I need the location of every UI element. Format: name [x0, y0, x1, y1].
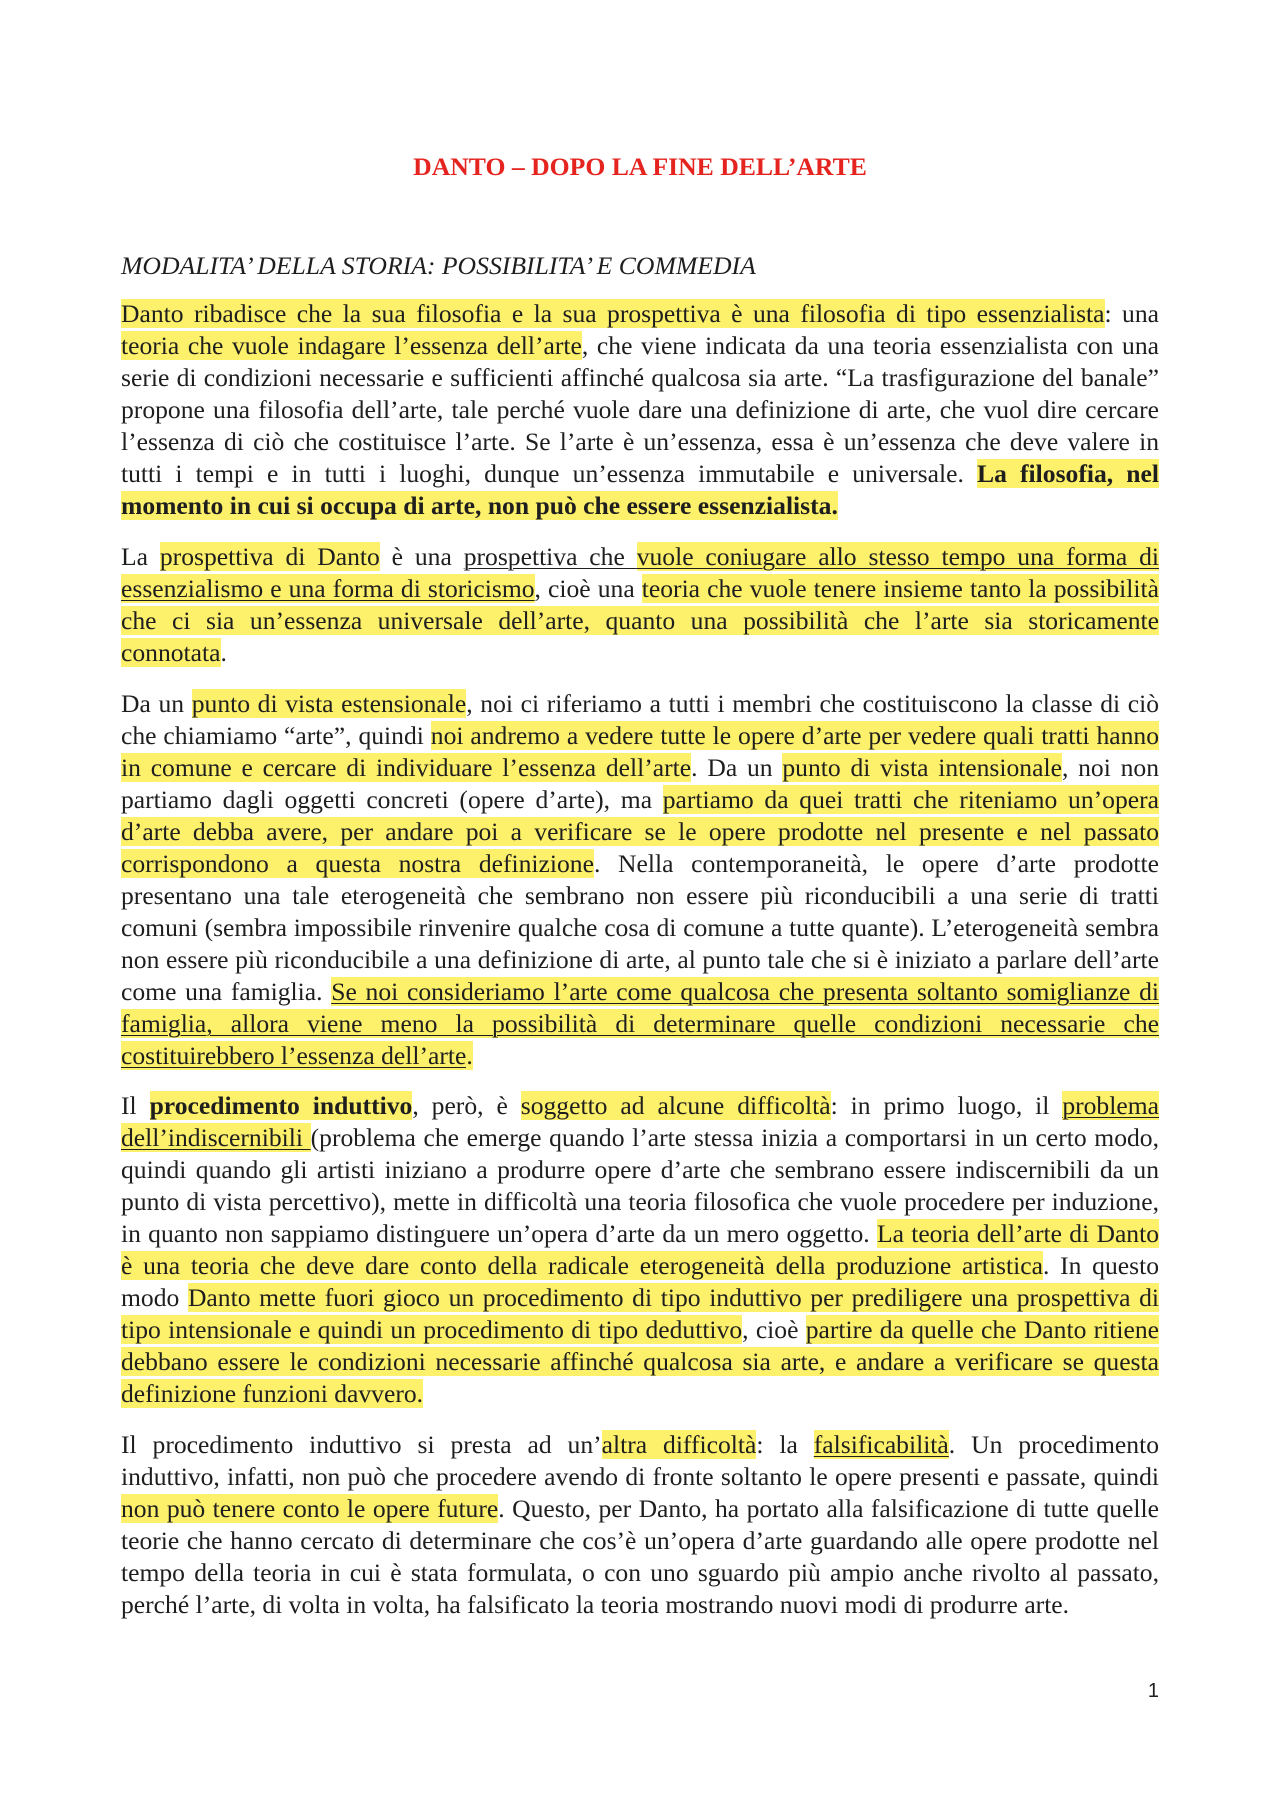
highlighted-text: prospettiva di Danto — [159, 541, 380, 571]
paragraph — [121, 1090, 1159, 1410]
paragraph — [121, 298, 1159, 522]
highlighted-text: La filosofia, nel momento in cui si occupa di arte, non può che essere essenzialista. — [121, 459, 1159, 520]
text-run: Da un — [121, 688, 192, 718]
text-run: , cioè una — [534, 573, 642, 603]
highlighted-text: noi andremo a vedere tutte le opere d’arte per vedere quali tratti hanno in comune e cercare di individuare l’essenza dell’arte — [121, 720, 1159, 782]
highlighted-text: partiamo da quei tratti che riteniamo un’opera d’arte debba avere, per andare poi a verificare se le opere prodotte nel presente e nel passato corrispondono a questa nostra definizione — [121, 784, 1159, 878]
text-run: , noi non partiamo dagli oggetti concreti (opere d’arte), ma — [121, 752, 1160, 814]
text-run: Il — [121, 1091, 150, 1121]
text-run: . Questo, per Danto, ha portato alla falsificazione di tutte quelle teorie che hanno cercato di determinare che cos’è un’opera d’arte guardando alle opere prodotte nel tempo della teoria in cui è stata formulata, o con uno sguardo più ampio anche rivolto al passato, perché l’arte, di volta in volta, ha falsificato la teoria mostrando nuovi modi di produrre arte. — [121, 1494, 1159, 1620]
text-run: (problema che emerge quando l’arte stessa inizia a comportarsi in un certo modo, quindi quando gli artisti iniziano a produrre opere d’arte che sembrano essere indiscernibili da un punto di vista percettivo), mette in difficoltà una teoria filosofica che vuole procedere per induzione, in quanto non sappiamo distinguere un’opera d’arte da un mero oggetto. — [121, 1123, 1159, 1249]
highlighted-text: teoria che vuole tenere insieme tanto la possibilità che ci sia un’essenza universale dell’arte, quanto una possibilità che l’arte sia storicamente connotata — [121, 573, 1159, 667]
text-run: La — [121, 541, 160, 571]
highlighted-text: . — [466, 1040, 473, 1070]
highlighted-text: falsificabilità — [813, 1430, 949, 1460]
text-run: , che viene indicata da una teoria essenzialista con una serie di condizioni necessarie e sufficienti affinché qualcosa sia arte. “La trasfigurazione del banale” propone una filosofia dell’arte, tale perché vuole dare una definizione di arte, che vuol dire cercare l’essenza di ciò che costituisce l’arte. Se l’arte è un’essenza, essa è un’essenza che deve valere in tutti i tempi e in tutti i luoghi, dunque un’essenza immutabile e universale. — [121, 331, 1159, 488]
text-run: : la — [756, 1430, 814, 1460]
document-title: DANTO – DOPO LA FINE DELL’ARTE — [413, 152, 867, 181]
document-body — [121, 298, 1159, 1640]
highlighted-text: procedimento induttivo — [149, 1091, 413, 1121]
text-run: : in primo luogo, il — [830, 1091, 1063, 1121]
highlighted-text: altra difficoltà — [601, 1430, 757, 1460]
paragraph — [121, 541, 1159, 669]
highlighted-text: partire da quelle che Danto ritiene debbano essere le condizioni necessarie affinché qualcosa sia arte, e andare a verificare se questa definizione funzioni davvero. — [121, 1315, 1160, 1409]
text-run: è una — [379, 541, 464, 571]
section-heading: MODALITA’ DELLA STORIA: POSSIBILITA’ E COMMEDIA — [121, 251, 756, 280]
highlighted-text: soggetto ad alcune difficoltà — [520, 1091, 831, 1121]
highlighted-text: Se noi consideriamo l’arte come qualcosa che presenta soltanto somiglianze di famiglia, allora viene meno la possibilità di determinare quelle condizioni necessarie che costituirebbero l’essenza dell’arte — [121, 976, 1159, 1070]
text-run: , noi ci riferiamo a tutti i membri che costituiscono la classe di ciò che chiamiamo “arte”, quindi — [121, 688, 1160, 750]
highlighted-text: teoria che vuole indagare l’essenza dell’arte — [121, 331, 582, 360]
highlighted-text: punto di vista intensionale — [782, 752, 1062, 782]
text-run: , però, è — [412, 1091, 521, 1121]
underlined-text: prospettiva che — [463, 541, 637, 571]
page-number: 1 — [1147, 1680, 1159, 1702]
text-run: , cioè — [742, 1315, 806, 1345]
highlighted-text: punto di vista estensionale — [191, 688, 467, 718]
text-run: . Nella contemporaneità, le opere d’arte prodotte presentano una tale eterogeneità che sembrano non essere più riconducibili a una serie di tratti comuni (sembra impossibile rinvenire qualche cosa di comune a tutte quante). L’eterogeneità sembra non essere più riconducibile a una definizione di arte, al punto tale che si è iniziato a parlare dell’arte come una famiglia. — [121, 848, 1160, 1006]
highlighted-text: Danto ribadisce che la sua filosofia e la sua prospettiva è una filosofia di tipo essenzialista — [121, 299, 1105, 328]
highlighted-text: problema dell’indiscernibili — [121, 1091, 1159, 1153]
paragraph — [121, 1429, 1159, 1621]
highlighted-text: La teoria dell’arte di Danto è una teoria che deve dare conto della radicale eterogeneità della produzione artistica — [121, 1219, 1160, 1281]
text-run: . — [220, 637, 227, 667]
text-run: . Un procedimento induttivo, infatti, non può che procedere avendo di fronte soltanto le opere presenti e passate, quindi — [121, 1430, 1159, 1492]
highlighted-text: vuole coniugare allo stesso tempo una forma di essenzialismo e una forma di storicismo — [121, 541, 1159, 603]
text-run: Il procedimento induttivo si presta ad un’ — [121, 1430, 602, 1460]
highlighted-text: non può tenere conto le opere future — [121, 1494, 499, 1524]
text-run: . Da un — [691, 752, 783, 782]
text-run: : una — [1104, 299, 1159, 328]
text-run: . In questo modo — [121, 1251, 1159, 1313]
highlighted-text: Danto mette fuori gioco un procedimento di tipo induttivo per prediligere una prospettiva di tipo intensionale e quindi un procedimento di tipo deduttivo — [121, 1283, 1159, 1345]
paragraph — [121, 688, 1159, 1072]
